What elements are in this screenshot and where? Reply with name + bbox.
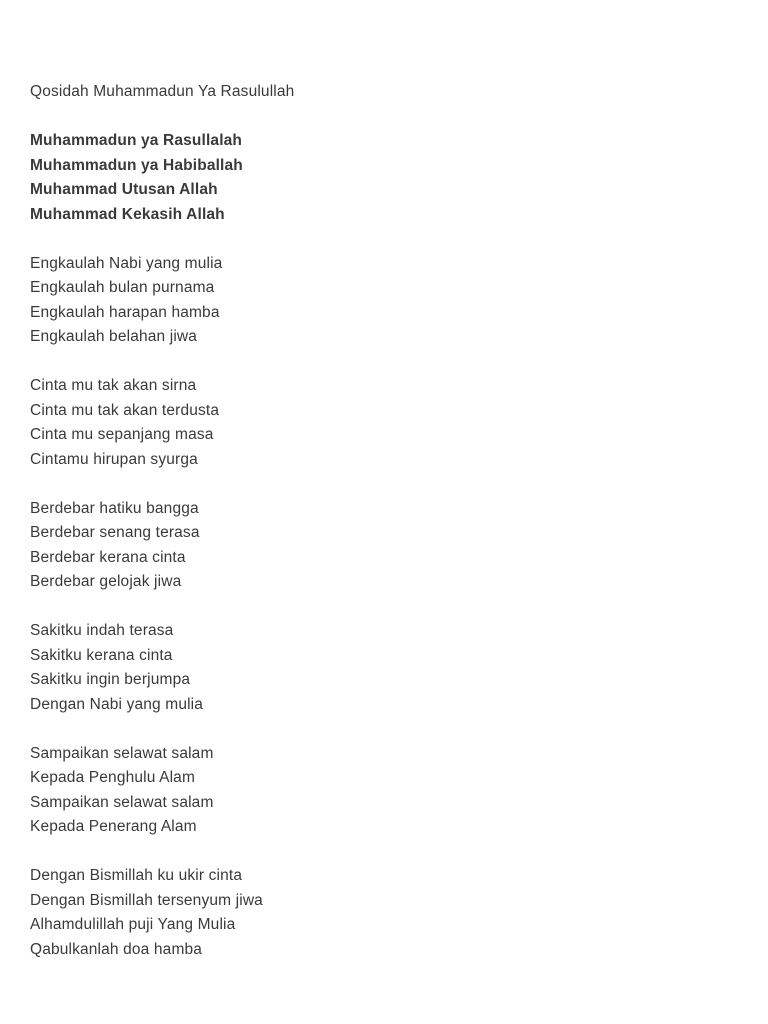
verse-line: Berdebar hatiku bangga [30, 499, 199, 517]
verse-line: Engkaulah belahan jiwa [30, 328, 198, 345]
stanza-4 [30, 497, 730, 595]
verse-line: Muhammadun ya Rasullalah [30, 132, 243, 149]
stanza-7 [30, 864, 730, 962]
verse-line: Dengan Bismillah ku ukir cinta [30, 867, 243, 884]
stanza-6 [30, 742, 730, 840]
verse-line: Sakitku ingin berjumpa [30, 671, 191, 688]
verse-line: Sampaikan selawat salam [30, 793, 214, 811]
verse-line: Sampaikan selawat salam [30, 744, 214, 762]
verse-line: Berdebar gelojak jiwa [30, 573, 182, 590]
verse-line: Alhamdulillah puji Yang Mulia [30, 916, 236, 933]
verse-line: Engkaulah Nabi yang mulia [30, 254, 223, 272]
stanza-5 [30, 619, 730, 717]
verse-line: Berdebar kerana cinta [30, 548, 186, 566]
verse-line: Muhammad Kekasih Allah [30, 205, 225, 223]
document-title: Qosidah Muhammadun Ya Rasulullah [30, 83, 295, 100]
verse-line: Qabulkanlah doa hamba [30, 940, 203, 958]
verse-line: Sakitku kerana cinta [30, 646, 173, 664]
verse-line: Kepada Penerang Alam [30, 818, 197, 835]
verse-line: Cinta mu tak akan sirna [30, 377, 197, 394]
verse-line: Muhammadun ya Habiballah [30, 156, 243, 174]
verse-line: Sakitku indah terasa [30, 622, 174, 639]
verse-line: Cintamu hirupan syurga [30, 450, 198, 468]
verse-line: Berdebar senang terasa [30, 524, 200, 541]
verse-line: Dengan Bismillah tersenyum jiwa [30, 891, 263, 909]
verse-line: Engkaulah bulan purnama [30, 279, 215, 296]
verse-line: Dengan Nabi yang mulia [30, 695, 204, 713]
verse-line: Cinta mu sepanjang masa [30, 426, 214, 443]
stanza-2 [30, 252, 730, 350]
document-body [30, 80, 730, 987]
verse-line: Muhammad Utusan Allah [30, 181, 218, 198]
stanza-3 [30, 374, 730, 472]
verse-line: Engkaulah harapan hamba [30, 303, 220, 321]
verse-line: Kepada Penghulu Alam [30, 769, 196, 786]
verse-line: Cinta mu tak akan terdusta [30, 401, 220, 419]
stanza-chorus [30, 129, 730, 227]
